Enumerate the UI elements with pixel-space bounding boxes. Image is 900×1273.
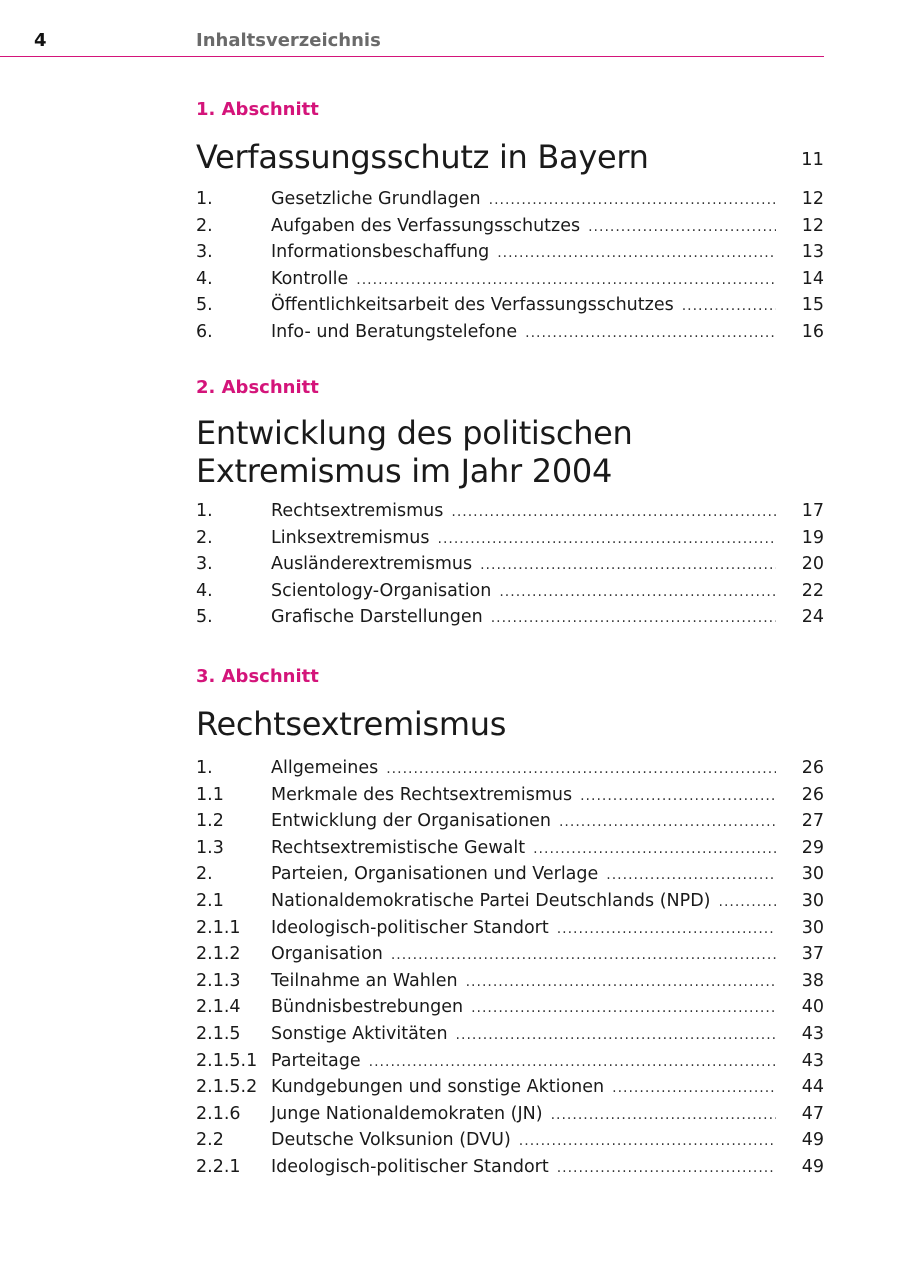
toc-entry-page: 17 [801,501,824,521]
toc-entry-number: 2.1.5.2 [196,1077,258,1098]
toc-leader-dots [489,187,776,213]
toc-leader-dots [719,889,777,915]
toc-entry[interactable] [196,1048,824,1075]
toc-entry-number: 1. [196,758,213,778]
toc-leader-dots [519,1128,776,1154]
toc-entry-title: Bündnisbestrebungen [271,997,464,1018]
toc-entry[interactable] [196,808,824,835]
toc-leader-dots [606,862,776,888]
toc-entry-title: Nationaldemokratische Partei Deutschlands (NPD) [271,890,711,911]
section-title: Rechtsextremismus [196,705,507,743]
toc-entry-title: Scientology-Organisation [271,580,492,601]
toc-entry-title: Aufgaben des Verfassungsschutzes [271,215,581,236]
toc-entry[interactable] [196,1021,824,1048]
toc-leader-dots [386,756,776,782]
toc-entry[interactable] [196,1154,824,1181]
toc-entry-number: 5. [196,607,213,628]
toc-entry-number: 2.1.6 [196,1103,241,1124]
toc-leader-dots [456,1022,776,1048]
section-label: 2. Abschnitt [196,377,319,398]
toc-entry[interactable] [196,835,824,862]
toc-leader-dots [438,526,777,552]
section-3 [196,665,824,1181]
toc-leader-dots [391,942,776,968]
toc-entry-page: 20 [801,554,824,575]
section-title-row [196,138,824,176]
section-title-line-2: Extremismus im Jahr 2004 [196,452,613,490]
section-title-row [196,705,824,743]
toc-leader-dots [612,1075,776,1101]
toc-entry[interactable] [196,968,824,995]
toc-leader-dots [497,240,776,266]
toc-entry[interactable] [196,292,824,319]
toc-entry-title: Ausländerextremismus [271,554,473,575]
toc-entry-title: Allgemeines [271,758,379,778]
running-head: Inhaltsverzeichnis [196,30,381,51]
toc-entry-page: 37 [801,944,824,965]
toc-entry-page: 30 [801,890,824,911]
toc-entry-title: Merkmale des Rechtsextremismus [271,784,573,805]
toc-leader-dots [682,293,776,319]
toc-entry[interactable] [196,213,824,240]
toc-entry-title: Deutsche Volksunion (DVU) [271,1130,511,1151]
toc-leader-dots [588,214,776,240]
toc-leader-dots [551,1102,776,1128]
toc-entry-title: Ideologisch-politischer Standort [271,917,549,938]
toc-entry-title: Ideologisch-politischer Standort [271,1156,549,1177]
toc-entry-title: Entwicklung der Organisationen [271,811,551,832]
toc-entry-number: 2.1.1 [196,917,241,938]
toc-entry-page: 27 [801,811,824,832]
toc-entry-page: 43 [801,1050,824,1071]
toc-entry[interactable] [196,186,824,213]
toc-leader-dots [525,320,776,346]
toc-entry-number: 5. [196,295,213,316]
page-number: 4 [34,30,47,51]
toc-leader-dots [451,499,776,525]
toc-leader-dots [480,552,776,578]
toc-leader-dots [471,995,776,1021]
toc-entry-title: Öffentlichkeitsarbeit des Verfassungsschutzes [271,295,674,316]
toc-entry-page: 14 [801,268,824,289]
toc-entry-page: 16 [801,321,824,342]
toc-entry-number: 2.1.5.1 [196,1050,258,1071]
toc-entry-page: 38 [801,970,824,991]
toc-entry[interactable] [196,994,824,1021]
toc-entry[interactable] [196,1101,824,1128]
toc-entry-page: 29 [801,837,824,858]
toc-entry-number: 2. [196,864,213,885]
toc-entry[interactable] [196,755,824,782]
toc-entry-title: Rechtsextremistische Gewalt [271,837,526,858]
toc-entry[interactable] [196,319,824,346]
header-rule [0,56,824,57]
toc-entry-page: 30 [801,917,824,938]
section-label: 3. Abschnitt [196,666,319,687]
toc-entry-page: 12 [801,189,824,209]
toc-list [196,755,824,1181]
toc-entry-title: Info- und Beratungstelefone [271,321,518,342]
toc-leader-dots [369,1049,776,1075]
toc-list [196,186,824,346]
toc-entry-page: 13 [801,242,824,263]
toc-entry[interactable] [196,525,824,552]
section-title-row [196,414,824,490]
toc-leader-dots [557,1155,776,1181]
toc-entry-number: 1.1 [196,784,224,805]
toc-entry-page: 49 [801,1130,824,1151]
toc-entry-title: Informationsbeschaffung [271,242,490,263]
toc-entry-page: 44 [801,1077,824,1098]
toc-entry-title: Rechtsextremismus [271,501,444,521]
toc-entry-number: 4. [196,268,213,289]
toc-entry-number: 3. [196,554,213,575]
toc-entry-page: 22 [801,580,824,601]
toc-entry-page: 47 [801,1103,824,1124]
toc-entry-number: 2.1 [196,890,224,911]
section-title-line-1: Entwicklung des politischen [196,414,633,452]
toc-entry-title: Teilnahme an Wahlen [271,970,458,991]
toc-entry-number: 2.1.3 [196,970,241,991]
toc-entry[interactable] [196,578,824,605]
toc-entry-number: 3. [196,242,213,263]
toc-entry-number: 2.2.1 [196,1156,241,1177]
toc-entry-page: 43 [801,1023,824,1044]
toc-entry-page: 30 [801,864,824,885]
toc-entry-page: 12 [801,215,824,236]
toc-entry-title: Gesetzliche Grundlagen [271,189,481,209]
toc-entry-title: Sonstige Aktivitäten [271,1023,448,1044]
toc-leader-dots [356,267,776,293]
toc-leader-dots [580,783,776,809]
section-title-page: 11 [801,149,824,170]
toc-leader-dots [557,916,776,942]
toc-entry-title: Organisation [271,944,383,965]
toc-entry-title: Kontrolle [271,268,349,289]
toc-leader-dots [491,605,776,631]
toc-entry[interactable] [196,915,824,942]
toc-entry[interactable] [196,551,824,578]
section-1 [196,98,824,346]
toc-entry-page: 24 [801,607,824,628]
toc-leader-dots [533,836,776,862]
toc-entry-number: 1. [196,501,213,521]
toc-leader-dots [466,969,776,995]
toc-entry-title: Linksextremismus [271,527,430,548]
toc-entry[interactable] [196,1127,824,1154]
toc-entry[interactable] [196,861,824,888]
section-title: Verfassungsschutz in Bayern [196,138,649,176]
section-2 [196,376,824,631]
toc-entry[interactable] [196,604,824,631]
toc-entry-number: 1.2 [196,811,224,832]
toc-entry-number: 2.2 [196,1130,224,1151]
toc-entry-page: 19 [801,527,824,548]
toc-entry-number: 2. [196,215,213,236]
toc-entry[interactable] [196,782,824,809]
toc-entry[interactable] [196,1074,824,1101]
toc-leader-dots [499,579,776,605]
toc-entry[interactable] [196,498,824,525]
toc-entry-number: 1.3 [196,837,224,858]
toc-list [196,498,824,631]
toc-entry-number: 1. [196,189,213,209]
toc-entry-number: 2.1.5 [196,1023,241,1044]
toc-entry-number: 6. [196,321,213,342]
toc-entry-title: Kundgebungen und sonstige Aktionen [271,1077,605,1098]
toc-entry[interactable] [196,941,824,968]
toc-entry-title: Parteitage [271,1050,361,1071]
toc-entry[interactable] [196,888,824,915]
toc-entry-page: 15 [801,295,824,316]
toc-entry-number: 2. [196,527,213,548]
toc-entry[interactable] [196,239,824,266]
toc-entry-page: 49 [801,1156,824,1177]
toc-entry-number: 2.1.2 [196,944,241,965]
section-label: 1. Abschnitt [196,99,319,120]
toc-entry-title: Parteien, Organisationen und Verlage [271,864,599,885]
toc-entry[interactable] [196,266,824,293]
toc-entry-title: Grafische Darstellungen [271,607,483,628]
toc-entry-number: 2.1.4 [196,997,241,1018]
toc-entry-page: 26 [801,784,824,805]
toc-entry-number: 4. [196,580,213,601]
toc-entry-page: 26 [801,758,824,778]
toc-entry-title: Junge Nationaldemokraten (JN) [271,1103,543,1124]
toc-entry-page: 40 [801,997,824,1018]
toc-leader-dots [559,809,776,835]
